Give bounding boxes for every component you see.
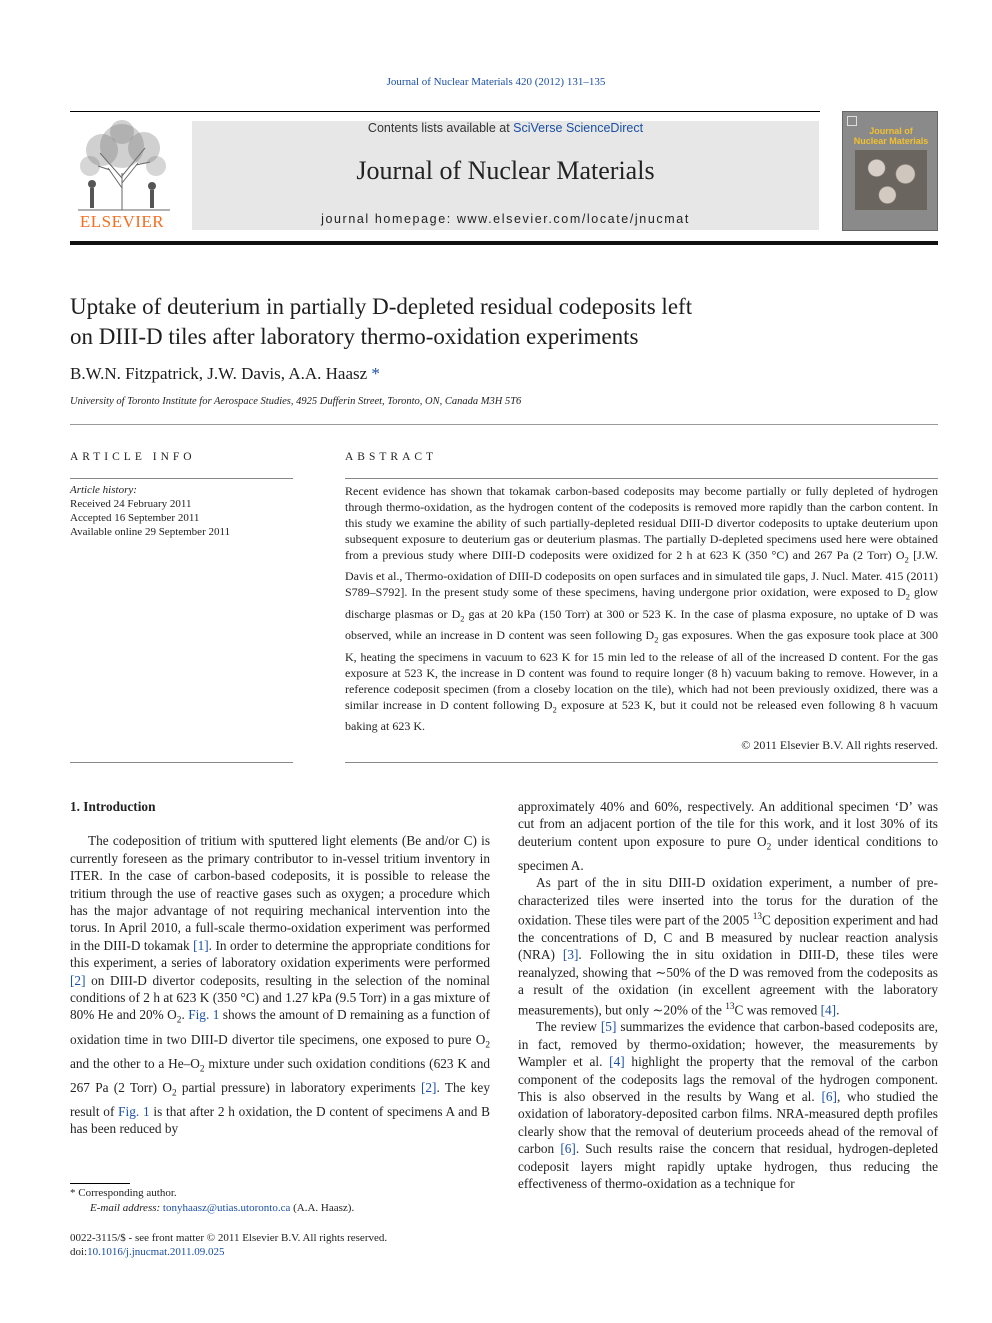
header-top-rule xyxy=(70,111,820,112)
elsevier-logo xyxy=(70,118,174,232)
email-owner: (A.A. Haasz). xyxy=(293,1202,355,1214)
article-info-rule xyxy=(70,478,293,479)
email-label: E-mail address: xyxy=(90,1202,161,1214)
issn-line: 0022-3115/$ - see front matter © 2011 Elsevier B.V. All rights reserved. xyxy=(70,1232,388,1244)
cover-logo-icon xyxy=(847,116,857,126)
abstract-rule xyxy=(345,478,938,479)
email-line xyxy=(70,1201,490,1216)
intro-paragraph-1: The codeposition of tritium with sputtered light elements (Be and/or C) is currently foreseen as the primary contributor to in-vessel tritium inventory in ITER. In the case of carbon-based codeposits, it is possible to release the tritium through the use of reactive gases such as oxygen; a procedure which has the major advantage of not requiring mechanical intervention into the torus. In April 2010, a full-scale thermo-oxidation experiment was performed in the DIII-D tokamak [1]. In order to determine the appropriate conditions for this experiment, a series of laboratory oxidation experiments were performed [2] on DIII-D divertor codeposits, resulting in the selection of the nominal conditions of 2 h at 623 K (350 °C) and 1.27 kPa (9.5 Torr) in a gas mixture of 80% He and 20% $O_2$. Fig. 1 shows the amount of D remaining as a function of oxidation time in two DIII-D divertor tile specimens, one exposed to pure $O_2$ and the other to a $He-O_2$ mixture under such oxidation conditions (623 K and 267 Pa (2 Torr) $O_2$ partial pressure) in laboratory experiments [2]. The key result of Fig. 1 is that after 2 h oxidation, the D content of specimens A and B has been reduced by xyxy=(70,833,490,1137)
affiliation: University of Toronto Institute for Aerospace Studies, 4925 Dufferin Street, Toronto, ON, Canada M3H 5T6 xyxy=(70,396,522,407)
article-info-heading: ARTICLE INFO xyxy=(70,451,196,463)
cover-title-line2: Nuclear Materials xyxy=(853,136,929,146)
doi-link[interactable]: 10.1016/j.jnucmat.2011.09.025 xyxy=(87,1246,225,1258)
section-divider xyxy=(70,424,938,425)
journal-title: Journal of Nuclear Materials xyxy=(356,156,655,185)
intro-paragraph-3: The review [5] summarizes the evidence that carbon-based codeposits are, in fact, removed by thermo-oxidation; however, the measurements by Wampler et al. [4] highlight the property that the removal of the carbon component of the codeposits lags the removal of the hydrogen component. This is also observed in the results by Wang et al. [6], who studied the oxidation of laboratory-deposited carbon films. NRA-measured depth profiles clearly show that the removal of deuterium proceeds ahead of the removal of carbon [6]. Such results raise the concern that residual, hydrogen-depleted codeposit layers might rapidly uptake hydrogen, thus reducing the effectiveness of thermo-oxidation as a technique for xyxy=(518,1019,938,1192)
authors-names: B.W.N. Fitzpatrick, J.W. Davis, A.A. Haasz xyxy=(70,364,368,383)
elsevier-wordmark: ELSEVIER xyxy=(79,212,165,231)
article-title xyxy=(70,292,930,352)
article-history xyxy=(70,483,293,539)
contents-prefix: Contents lists available at xyxy=(367,121,514,135)
intro-paragraph-2: As part of the in situ DIII-D oxidation experiment, a number of pre-characterized tiles were inserted into the torus for the duration of the oxidation. These tiles were part of the 2005 $^{13}$C deposition experiment and had the concentrations of D, C and B measured by nuclear reaction analysis (NRA) [3]. Following the in situ oxidation in DIII-D, these tiles were reanalyzed, showing that ∼50% of the D was removed from the codeposits as a result of the oxidation (in excellent agreement with the laboratory measurements), but only ∼20% of the $^{13}$C was removed [4]. xyxy=(518,875,939,1017)
footnote-rule xyxy=(70,1183,130,1184)
doi-line xyxy=(70,1245,490,1259)
author-list xyxy=(70,364,930,384)
body-column-left xyxy=(70,798,490,1138)
tree-icon xyxy=(70,118,174,213)
cover-title xyxy=(843,126,939,146)
cover-title-line1: Journal of xyxy=(869,126,913,136)
abstract-copyright: © 2011 Elsevier B.V. All rights reserved. xyxy=(741,738,938,752)
introduction-heading: 1. Introduction xyxy=(70,799,156,814)
online-date: Available online 29 September 2011 xyxy=(70,526,231,538)
doi-label: doi: xyxy=(70,1246,88,1258)
history-label: Article history: xyxy=(70,484,137,496)
cover-photo xyxy=(855,150,927,210)
issn-block xyxy=(70,1231,490,1259)
article-info-bottom-rule xyxy=(70,762,293,763)
abstract-bottom-rule xyxy=(345,762,938,763)
body-column-right xyxy=(518,798,938,1192)
journal-reference[interactable]: Journal of Nuclear Materials 420 (2012) 131–135 xyxy=(386,76,606,88)
email-link[interactable]: tonyhaasz@utias.utoronto.ca xyxy=(162,1202,291,1214)
received-date: Received 24 February 2011 xyxy=(70,498,192,510)
contents-line xyxy=(192,121,819,135)
abstract-heading: ABSTRACT xyxy=(345,451,438,463)
title-line-2: on DIII-D tiles after laboratory thermo-oxidation experiments xyxy=(70,324,639,349)
title-line-1: Uptake of deuterium in partially D-depleted residual codeposits left xyxy=(70,294,693,319)
abstract-text: Recent evidence has shown that tokamak carbon-based codeposits may become partially or fully depleted of hydrogen through thermo-oxidation, as the hydrogen content of the codeposits is removed more rapidly than the carbon content. In this study we examine the ability of such partially-depleted residual DIII-D divertor codeposits to uptake deuterium upon subsequent exposure to deuterium gas or deuterium plasmas. The partially D-depleted specimens used here were obtained from a previous study where DIII-D codeposits were oxidized for 2 h at 623 K (350 °C) and 267 Pa (2 Torr) $O_2$ [J.W. Davis et al., Thermo-oxidation of DIII-D codeposits on open surfaces and in simulated tile gaps, J. Nucl. Mater. 415 (2011) S789–S792]. In the present study some of these specimens, having undergone prior oxidation, were exposed to $D_2$ glow discharge plasmas or $D_2$ gas at 20 kPa (150 Torr) at 300 or 523 K. In the case of plasma exposure, no uptake of D was observed, while an increase in D content was seen following $D_2$ gas exposures. When the gas exposure took place at 300 K, heating the specimens in vacuum to 623 K for 15 min led to the release of all of the increased D content. For the gas exposure at 523 K, the increase in D content was found to require longer (8 h) vacuum baking to remove. However, in a reference codeposit specimen (from a closeby location on the tile), which had not been previously oxidized, there was a similar increase in D content following $D_2$ exposure at 523 K, but it could not be released even following 8 h vacuum baking at 623 K. xyxy=(345,484,939,733)
corresponding-author-mark[interactable]: * xyxy=(371,364,380,383)
journal-homepage[interactable]: journal homepage: www.elsevier.com/locate/jnucmat xyxy=(321,212,690,226)
journal-cover-image xyxy=(842,111,938,231)
accepted-date: Accepted 16 September 2011 xyxy=(70,512,200,524)
corresponding-author-note: * Corresponding author. xyxy=(70,1187,177,1199)
header-thick-rule xyxy=(70,241,938,245)
intro-paragraph-1-cont: approximately 40% and 60%, respectively. An additional specimen ‘D’ was cut from an adjacent portion of the tile for this work, and it lost 30% of its deuterium content upon exposure to pure $O_2$ under identical conditions to specimen A. xyxy=(518,799,938,873)
sciencedirect-link[interactable]: SciVerse ScienceDirect xyxy=(513,121,644,135)
footnote xyxy=(70,1186,490,1216)
